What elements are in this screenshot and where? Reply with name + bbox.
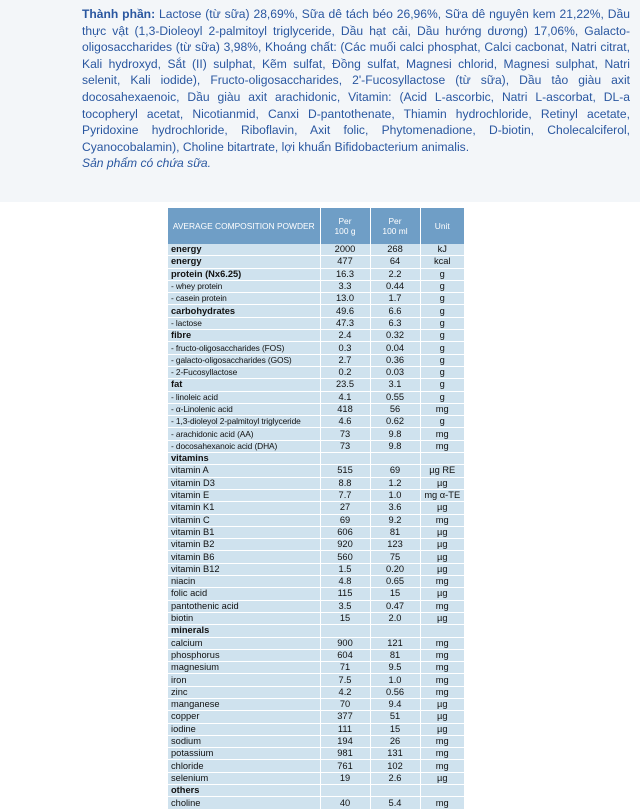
value-per-100g: 8.8 [320, 477, 370, 489]
nutrient-name: zinc [168, 686, 320, 698]
unit-cell: µg RE [420, 465, 464, 477]
table-row [168, 563, 464, 575]
table-row [168, 342, 464, 354]
ingredients-panel [0, 0, 640, 202]
nutrient-name: vitamin B2 [168, 539, 320, 551]
value-per-100g: 4.2 [320, 686, 370, 698]
value-per-100ml: 15 [370, 588, 420, 600]
nutrient-name: vitamin E [168, 489, 320, 501]
header-unit: Unit [420, 208, 464, 244]
nutrient-name: biotin [168, 612, 320, 624]
unit-cell: µg [420, 612, 464, 624]
unit-cell: mg [420, 514, 464, 526]
value-per-100g: 73 [320, 428, 370, 440]
table-row [168, 674, 464, 686]
header-per-100ml [370, 208, 420, 244]
value-per-100ml: 9.2 [370, 514, 420, 526]
unit-cell: µg [420, 502, 464, 514]
table-row [168, 711, 464, 723]
unit-cell: mg [420, 735, 464, 747]
table-row [168, 330, 464, 342]
value-per-100g [320, 785, 370, 797]
table-row [168, 428, 464, 440]
nutrient-name: vitamin B1 [168, 526, 320, 538]
value-per-100g: 71 [320, 662, 370, 674]
value-per-100ml: 0.65 [370, 576, 420, 588]
unit-cell: g [420, 379, 464, 391]
table-row [168, 723, 464, 735]
ingredients-label: Thành phần: [82, 7, 156, 21]
nutrient-name: chloride [168, 760, 320, 772]
unit-cell [420, 625, 464, 637]
table-row [168, 772, 464, 784]
table-row [168, 785, 464, 797]
value-per-100ml: 0.44 [370, 280, 420, 292]
header-per-100g-line2: 100 g [334, 226, 356, 236]
unit-cell: mg [420, 797, 464, 809]
table-row [168, 662, 464, 674]
nutrient-name: - docosahexanoic acid (DHA) [168, 440, 320, 452]
unit-cell: mg [420, 686, 464, 698]
table-row [168, 305, 464, 317]
nutrient-name: - casein protein [168, 293, 320, 305]
value-per-100g: 4.1 [320, 391, 370, 403]
nutrient-name: - arachidonic acid (AA) [168, 428, 320, 440]
unit-cell: kJ [420, 244, 464, 256]
table-row [168, 354, 464, 366]
value-per-100ml: 1.7 [370, 293, 420, 305]
table-row [168, 317, 464, 329]
header-composition: AVERAGE COMPOSITION POWDER [168, 208, 320, 244]
value-per-100g: 73 [320, 440, 370, 452]
value-per-100g: 900 [320, 637, 370, 649]
unit-cell: g [420, 268, 464, 280]
value-per-100ml: 26 [370, 735, 420, 747]
header-per-100g [320, 208, 370, 244]
value-per-100ml: 81 [370, 649, 420, 661]
value-per-100ml: 0.62 [370, 416, 420, 428]
value-per-100ml [370, 625, 420, 637]
value-per-100ml: 56 [370, 403, 420, 415]
value-per-100g [320, 625, 370, 637]
value-per-100ml: 3.1 [370, 379, 420, 391]
value-per-100ml: 0.56 [370, 686, 420, 698]
nutrient-name: iron [168, 674, 320, 686]
unit-cell: g [420, 366, 464, 378]
value-per-100g: 418 [320, 403, 370, 415]
unit-cell: g [420, 342, 464, 354]
table-row [168, 612, 464, 624]
header-per-100ml-line1: Per [388, 216, 402, 226]
value-per-100ml: 81 [370, 526, 420, 538]
value-per-100ml: 2.0 [370, 612, 420, 624]
value-per-100ml: 0.32 [370, 330, 420, 342]
value-per-100ml: 3.6 [370, 502, 420, 514]
value-per-100ml: 2.6 [370, 772, 420, 784]
table-row [168, 256, 464, 268]
value-per-100ml: 75 [370, 551, 420, 563]
value-per-100g: 115 [320, 588, 370, 600]
nutrient-name: niacin [168, 576, 320, 588]
nutrient-name: vitamins [168, 453, 320, 465]
value-per-100ml: 69 [370, 465, 420, 477]
unit-cell: mg [420, 662, 464, 674]
table-row [168, 539, 464, 551]
unit-cell: mg [420, 674, 464, 686]
value-per-100g: 3.5 [320, 600, 370, 612]
value-per-100ml: 268 [370, 244, 420, 256]
nutrient-name: folic acid [168, 588, 320, 600]
table-row [168, 637, 464, 649]
nutrient-name: carbohydrates [168, 305, 320, 317]
nutrient-name: - α-Linolenic acid [168, 403, 320, 415]
value-per-100g: 515 [320, 465, 370, 477]
value-per-100ml: 131 [370, 748, 420, 760]
nutrient-name: - whey protein [168, 280, 320, 292]
table-row [168, 391, 464, 403]
unit-cell: mg [420, 637, 464, 649]
value-per-100g: 15 [320, 612, 370, 624]
value-per-100ml: 0.04 [370, 342, 420, 354]
unit-cell [420, 785, 464, 797]
value-per-100ml: 6.3 [370, 317, 420, 329]
value-per-100ml [370, 453, 420, 465]
table-row [168, 280, 464, 292]
value-per-100g: 560 [320, 551, 370, 563]
table-row [168, 588, 464, 600]
table-row [168, 514, 464, 526]
nutrient-name: choline [168, 797, 320, 809]
unit-cell: g [420, 317, 464, 329]
table-row [168, 502, 464, 514]
unit-cell: mg [420, 403, 464, 415]
value-per-100g: 7.5 [320, 674, 370, 686]
value-per-100g: 7.7 [320, 489, 370, 501]
nutrient-name: fat [168, 379, 320, 391]
table-row [168, 625, 464, 637]
nutrient-name: sodium [168, 735, 320, 747]
nutrient-name: calcium [168, 637, 320, 649]
header-per-100ml-line2: 100 ml [382, 226, 408, 236]
nutrient-name: manganese [168, 698, 320, 710]
unit-cell: µg [420, 772, 464, 784]
unit-cell: g [420, 280, 464, 292]
value-per-100ml: 9.8 [370, 428, 420, 440]
nutrient-name: potassium [168, 748, 320, 760]
unit-cell: µg [420, 551, 464, 563]
value-per-100g: 47.3 [320, 317, 370, 329]
nutrient-name: vitamin D3 [168, 477, 320, 489]
value-per-100g: 920 [320, 539, 370, 551]
value-per-100ml: 9.4 [370, 698, 420, 710]
nutrient-name: vitamin B12 [168, 563, 320, 575]
value-per-100ml: 9.8 [370, 440, 420, 452]
value-per-100ml: 6.6 [370, 305, 420, 317]
nutrient-name: copper [168, 711, 320, 723]
nutrition-panel [168, 208, 464, 810]
table-row [168, 416, 464, 428]
unit-cell: µg [420, 723, 464, 735]
value-per-100ml: 64 [370, 256, 420, 268]
table-row [168, 489, 464, 501]
nutrient-name: iodine [168, 723, 320, 735]
unit-cell: µg [420, 477, 464, 489]
value-per-100ml: 1.2 [370, 477, 420, 489]
table-row [168, 379, 464, 391]
value-per-100ml: 9.5 [370, 662, 420, 674]
value-per-100g: 70 [320, 698, 370, 710]
nutrient-name: fibre [168, 330, 320, 342]
value-per-100g: 69 [320, 514, 370, 526]
nutrient-name: vitamin B6 [168, 551, 320, 563]
unit-cell: µg [420, 563, 464, 575]
table-row [168, 576, 464, 588]
unit-cell: mg [420, 748, 464, 760]
unit-cell: kcal [420, 256, 464, 268]
table-row [168, 735, 464, 747]
value-per-100ml: 0.20 [370, 563, 420, 575]
nutrient-name: phosphorus [168, 649, 320, 661]
unit-cell [420, 453, 464, 465]
unit-cell: mg [420, 760, 464, 772]
allergen-note: Sản phẩm có chứa sữa. [82, 156, 211, 171]
value-per-100g: 761 [320, 760, 370, 772]
unit-cell: µg [420, 711, 464, 723]
unit-cell: g [420, 305, 464, 317]
table-row [168, 440, 464, 452]
unit-cell: µg [420, 526, 464, 538]
value-per-100ml: 1.0 [370, 489, 420, 501]
nutrient-name: vitamin K1 [168, 502, 320, 514]
nutrient-name: - 2-Fucosyllactose [168, 366, 320, 378]
value-per-100ml: 51 [370, 711, 420, 723]
value-per-100g: 27 [320, 502, 370, 514]
value-per-100g: 19 [320, 772, 370, 784]
value-per-100g: 49.6 [320, 305, 370, 317]
value-per-100g: 194 [320, 735, 370, 747]
ingredients-text [82, 6, 630, 155]
value-per-100g: 0.2 [320, 366, 370, 378]
table-row [168, 551, 464, 563]
value-per-100ml: 0.55 [370, 391, 420, 403]
nutrition-table [168, 208, 464, 810]
table-row [168, 366, 464, 378]
unit-cell: g [420, 293, 464, 305]
nutrient-name: - linoleic acid [168, 391, 320, 403]
table-row [168, 526, 464, 538]
table-header-row [168, 208, 464, 244]
unit-cell: µg [420, 588, 464, 600]
unit-cell: g [420, 330, 464, 342]
value-per-100g: 477 [320, 256, 370, 268]
value-per-100ml: 123 [370, 539, 420, 551]
value-per-100g [320, 453, 370, 465]
unit-cell: g [420, 354, 464, 366]
nutrient-name: vitamin C [168, 514, 320, 526]
nutrient-name: selenium [168, 772, 320, 784]
value-per-100ml [370, 785, 420, 797]
nutrient-name: magnesium [168, 662, 320, 674]
value-per-100ml: 0.36 [370, 354, 420, 366]
unit-cell: mg [420, 576, 464, 588]
value-per-100g: 981 [320, 748, 370, 760]
value-per-100g: 0.3 [320, 342, 370, 354]
unit-cell: mg [420, 428, 464, 440]
value-per-100ml: 0.47 [370, 600, 420, 612]
value-per-100g: 2.4 [320, 330, 370, 342]
nutrition-table-body [168, 244, 464, 809]
unit-cell: µg [420, 539, 464, 551]
value-per-100ml: 2.2 [370, 268, 420, 280]
value-per-100g: 4.8 [320, 576, 370, 588]
nutrient-name: - fructo-oligosaccharides (FOS) [168, 342, 320, 354]
table-row [168, 477, 464, 489]
unit-cell: mg [420, 649, 464, 661]
unit-cell: g [420, 391, 464, 403]
unit-cell: mg [420, 600, 464, 612]
table-row [168, 760, 464, 772]
value-per-100ml: 102 [370, 760, 420, 772]
value-per-100g: 604 [320, 649, 370, 661]
value-per-100g: 2.7 [320, 354, 370, 366]
value-per-100g: 606 [320, 526, 370, 538]
nutrient-name: energy [168, 244, 320, 256]
value-per-100ml: 5.4 [370, 797, 420, 809]
table-row [168, 748, 464, 760]
value-per-100g: 377 [320, 711, 370, 723]
table-row [168, 698, 464, 710]
header-per-100g-line1: Per [338, 216, 352, 226]
value-per-100g: 13.0 [320, 293, 370, 305]
nutrient-name: - galacto-oligosaccharides (GOS) [168, 354, 320, 366]
table-row [168, 453, 464, 465]
unit-cell: µg [420, 698, 464, 710]
value-per-100ml: 15 [370, 723, 420, 735]
table-row [168, 268, 464, 280]
nutrient-name: - 1,3-dioleyol 2-palmitoyl triglyceride [168, 416, 320, 428]
table-row [168, 649, 464, 661]
table-row [168, 797, 464, 809]
nutrient-name: vitamin A [168, 465, 320, 477]
value-per-100g: 16.3 [320, 268, 370, 280]
nutrient-name: minerals [168, 625, 320, 637]
table-row [168, 686, 464, 698]
value-per-100g: 40 [320, 797, 370, 809]
nutrient-name: - lactose [168, 317, 320, 329]
value-per-100g: 23.5 [320, 379, 370, 391]
value-per-100g: 1.5 [320, 563, 370, 575]
ingredients-list: Lactose (từ sữa) 28,69%, Sữa dê tách béo 26,96%, Sữa dê nguyên kem 21,22%, Dầu thực vật (1,3-Dioleoyl 2-palmitoyl triglyceride, Dầu hạt cải, Dầu hướng dương) 17,06%, Galacto-oligosaccharides (từ sữa) 3,98%, Khoáng chất: (Các muối calci phosphat, Calci cacbonat, Natri citrat, Kali hydroxyd, Sắt (II) sulphat, Kẽm sulfat, Đồng sulfat, Magnesi chlorid, Magnesi sulphat, Natri selenit, Kali iodide), Fructo-oligosaccharides, 2'-Fucosyllactose (từ sữa), Dầu tảo giàu axit docosahexaenoic, Dầu giàu axit arachidonic, Vitamin: (Acid L-ascorbic, Natri L-ascorbat, DL-a tocopheryl acetat, Nicotianmid, Canxi D-pantothenate, Thiamin hydrochloride, Retinyl acetate, Pyridoxine hydrochloride, Riboflavin, Axit folic, Phytomenadione, D-biotin, Cholecalciferol, Cyanocobalamin), Choline bitartrate, lợi khuẩn Bifidobacterium animalis. [82, 7, 630, 154]
unit-cell: mg α-TE [420, 489, 464, 501]
value-per-100ml: 1.0 [370, 674, 420, 686]
value-per-100ml: 0.03 [370, 366, 420, 378]
value-per-100g: 3.3 [320, 280, 370, 292]
value-per-100g: 111 [320, 723, 370, 735]
nutrient-name: energy [168, 256, 320, 268]
unit-cell: mg [420, 440, 464, 452]
nutrient-name: pantothenic acid [168, 600, 320, 612]
table-row [168, 244, 464, 256]
table-row [168, 465, 464, 477]
table-row [168, 600, 464, 612]
table-row [168, 403, 464, 415]
value-per-100g: 4.6 [320, 416, 370, 428]
nutrient-name: protein (Nx6.25) [168, 268, 320, 280]
unit-cell: g [420, 416, 464, 428]
table-row [168, 293, 464, 305]
nutrient-name: others [168, 785, 320, 797]
value-per-100g: 2000 [320, 244, 370, 256]
value-per-100ml: 121 [370, 637, 420, 649]
